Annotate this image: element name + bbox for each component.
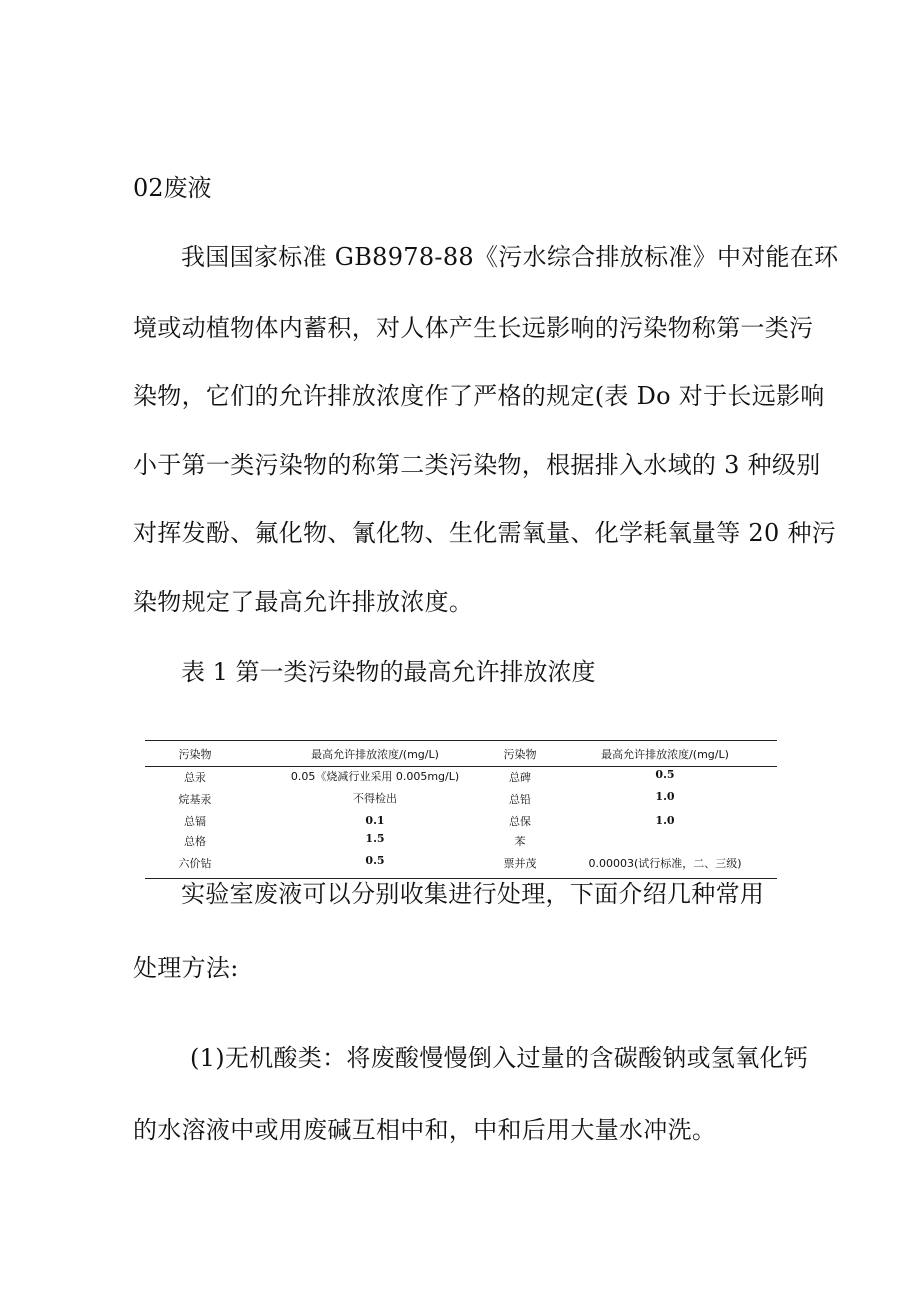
paragraph1-line: 对挥发酚、氟化物、氰化物、生化需氧量、化学耗氧量等 20 种污 (133, 519, 837, 547)
table-top-rule (145, 740, 777, 741)
table-cell: 总汞 (184, 771, 206, 784)
table-cell: 总格 (184, 835, 206, 848)
table-cell: 0.5 (655, 768, 675, 781)
section-heading: 02废液 (133, 174, 212, 202)
table-cell: 烷基汞 (178, 793, 212, 806)
paragraph2-line: 处理方法: (133, 954, 239, 982)
paragraph1-line: 小于第一类污染物的称第二类污染物，根据排入水域的 3 种级别 (133, 451, 821, 479)
table-cell: 1.0 (655, 790, 675, 803)
table-cell: 苯 (514, 835, 526, 848)
table-cell: 六价钻 (178, 857, 212, 870)
table-header-cell: 最高允许排放浓度/(mg/L) (601, 748, 729, 761)
paragraph3-line: 的水溶液中或用废碱互相中和，中和后用大量水冲洗。 (133, 1116, 717, 1144)
table-cell: 总铅 (509, 793, 531, 806)
table-header-rule (145, 766, 777, 767)
paragraph2-line: 实验室废液可以分别收集进行处理，下面介绍几种常用 (181, 880, 765, 908)
table-header-cell: 最高允许排放浓度/(mg/L) (311, 748, 439, 761)
table-caption: 表 1 第一类污染物的最高允许排放浓度 (181, 658, 596, 686)
table-header-cell: 污染物 (178, 748, 212, 761)
table-cell: 票并茂 (503, 857, 537, 870)
pollutant-table (145, 740, 777, 879)
table-cell: 不得检出 (353, 792, 397, 805)
paragraph3-line: (1)无机酸类：将废酸慢慢倒入过量的含碳酸钠或氢氧化钙 (190, 1044, 809, 1072)
table-cell: 总保 (509, 815, 531, 828)
paragraph1-line: 染物规定了最高允许排放浓度。 (133, 588, 474, 616)
paragraph1-line: 境或动植物体内蓄积，对人体产生长远影响的污染物称第一类污 (133, 314, 814, 342)
table-cell: 0.00003(试行标准，二、三级) (588, 857, 742, 870)
table-cell: 0.1 (365, 814, 385, 827)
table-cell: 0.5 (365, 854, 385, 867)
table-cell: 总碑 (509, 771, 531, 784)
table-header-cell: 污染物 (503, 748, 537, 761)
table-cell: 总镉 (184, 815, 206, 828)
table-cell: 1.0 (655, 814, 675, 827)
paragraph1-line: 染物，它们的允许排放浓度作了严格的规定(表 Do 对于长远影响 (133, 382, 825, 410)
table-cell: 1.5 (365, 832, 385, 845)
paragraph1-line: 我国国家标准 GB8978-88《污水综合排放标准》中对能在环 (181, 243, 839, 271)
table-cell: 0.05《烧减行业采用 0.005mg/L) (290, 770, 460, 783)
